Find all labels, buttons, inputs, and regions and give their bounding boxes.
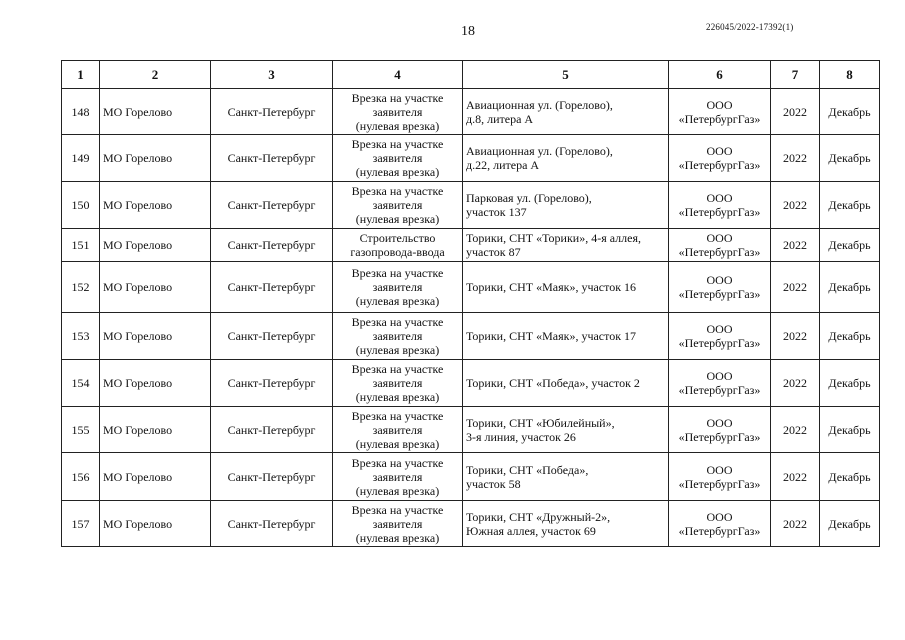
year: 2022: [771, 89, 820, 135]
city: Санкт-Петербург: [211, 182, 333, 229]
table-row: [62, 407, 880, 453]
work-type-line: (нулевая врезка): [355, 212, 440, 226]
city: Санкт-Петербург: [211, 135, 333, 182]
organization-line: «ПетербургГаз»: [678, 429, 761, 444]
month: Декабрь: [820, 407, 880, 453]
address-line: 3-я линия, участок 26: [466, 429, 576, 444]
address: [463, 407, 669, 453]
work-type-line: заявителя: [372, 280, 423, 294]
work-type-line: (нулевая врезка): [355, 165, 440, 179]
organization-line: ООО: [706, 369, 733, 383]
month: Декабрь: [820, 135, 880, 182]
municipality: МО Горелово: [100, 229, 211, 262]
table-row: [62, 360, 880, 407]
city: Санкт-Петербург: [211, 229, 333, 262]
row-number: 156: [62, 453, 100, 501]
row-number: 150: [62, 182, 100, 229]
work-type-line: заявителя: [372, 329, 423, 343]
organization-line: ООО: [706, 191, 733, 205]
column-header-2: 2: [100, 61, 211, 89]
year: 2022: [771, 407, 820, 453]
work-type-line: (нулевая врезка): [355, 118, 440, 133]
row-number: 155: [62, 407, 100, 453]
address: [463, 262, 669, 313]
work-type: [333, 135, 463, 182]
month: Декабрь: [820, 229, 880, 262]
organization-line: «ПетербургГаз»: [678, 287, 761, 301]
row-number: 151: [62, 229, 100, 262]
work-type: [333, 229, 463, 262]
work-type: [333, 313, 463, 360]
organization-line: «ПетербургГаз»: [678, 336, 761, 350]
work-type-line: Врезка на участке: [351, 90, 444, 105]
organization: [669, 407, 771, 453]
address-line: Южная аллея, участок 69: [466, 523, 596, 538]
work-type: [333, 89, 463, 135]
work-type-line: (нулевая врезка): [355, 483, 440, 498]
organization: [669, 262, 771, 313]
organization: [669, 89, 771, 135]
municipality: МО Горелово: [100, 501, 211, 547]
work-type-line: (нулевая врезка): [355, 390, 440, 404]
page-number: 18: [461, 24, 475, 39]
organization-line: ООО: [706, 231, 733, 245]
work-type-line: Врезка на участке: [351, 184, 444, 198]
organization-line: «ПетербургГаз»: [678, 205, 761, 219]
column-header-7: 7: [771, 61, 820, 89]
year: 2022: [771, 360, 820, 407]
address-line: Торики, СНТ «Маяк», участок 17: [466, 329, 637, 343]
city: Санкт-Петербург: [211, 89, 333, 135]
year: 2022: [771, 135, 820, 182]
organization: [669, 453, 771, 501]
municipality: МО Горелово: [100, 453, 211, 501]
address: [463, 229, 669, 262]
work-type-line: Врезка на участке: [351, 137, 444, 151]
municipality: МО Горелово: [100, 407, 211, 453]
work-type-line: (нулевая врезка): [355, 343, 440, 357]
work-type-line: Врезка на участке: [351, 266, 444, 280]
organization: [669, 360, 771, 407]
column-header-1: 1: [62, 61, 100, 89]
city: Санкт-Петербург: [211, 453, 333, 501]
work-type-line: (нулевая врезка): [355, 436, 440, 451]
city: Санкт-Петербург: [211, 313, 333, 360]
organization-line: ООО: [706, 322, 733, 336]
table-row: [62, 313, 880, 360]
address-line: участок 87: [466, 245, 521, 259]
address-line: Торики, СНТ «Победа», участок 2: [466, 376, 640, 390]
municipality: МО Горелово: [100, 313, 211, 360]
work-type-line: заявителя: [372, 104, 423, 119]
work-type-line: заявителя: [372, 376, 423, 390]
address-line: Торики, СНТ «Юбилейный»,: [466, 415, 615, 430]
municipality: МО Горелово: [100, 360, 211, 407]
year: 2022: [771, 453, 820, 501]
organization-line: ООО: [706, 97, 733, 112]
year: 2022: [771, 262, 820, 313]
address: [463, 453, 669, 501]
work-type-line: Строительство: [359, 231, 436, 245]
municipality: МО Горелово: [100, 262, 211, 313]
municipality: МО Горелово: [100, 135, 211, 182]
organization-line: ООО: [706, 273, 733, 287]
work-type: [333, 360, 463, 407]
table-row: [62, 89, 880, 135]
column-header-3: 3: [211, 61, 333, 89]
address-line: участок 137: [466, 205, 527, 219]
work-type-line: Врезка на участке: [351, 315, 444, 329]
organization-line: ООО: [706, 509, 733, 524]
address-line: Торики, СНТ «Победа»,: [466, 462, 589, 477]
month: Декабрь: [820, 313, 880, 360]
work-type-line: (нулевая врезка): [355, 294, 440, 308]
column-header-4: 4: [333, 61, 463, 89]
table-row: [62, 229, 880, 262]
address-line: Торики, СНТ «Дружный-2»,: [466, 509, 611, 524]
organization-line: «ПетербургГаз»: [678, 158, 761, 172]
work-type: [333, 501, 463, 547]
work-type-line: заявителя: [372, 422, 423, 437]
municipality: МО Горелово: [100, 89, 211, 135]
address-line: д.22, литера А: [466, 158, 540, 172]
row-number: 153: [62, 313, 100, 360]
address-line: Авиационная ул. (Горелово),: [466, 97, 613, 112]
work-type-line: газопровода-ввода: [350, 245, 445, 259]
address: [463, 182, 669, 229]
address: [463, 313, 669, 360]
address: [463, 360, 669, 407]
organization: [669, 501, 771, 547]
table-row: [62, 501, 880, 547]
address-line: участок 58: [466, 476, 521, 491]
organization: [669, 182, 771, 229]
month: Декабрь: [820, 182, 880, 229]
table-body: [62, 89, 880, 547]
organization: [669, 229, 771, 262]
column-header-5: 5: [463, 61, 669, 89]
address: [463, 501, 669, 547]
year: 2022: [771, 501, 820, 547]
organization-line: ООО: [706, 144, 733, 158]
year: 2022: [771, 182, 820, 229]
address-line: Парковая ул. (Горелово),: [466, 191, 592, 205]
address-line: Торики, СНТ «Торики», 4-я аллея,: [466, 231, 641, 245]
month: Декабрь: [820, 360, 880, 407]
row-number: 152: [62, 262, 100, 313]
table-row: [62, 182, 880, 229]
work-type: [333, 182, 463, 229]
work-type: [333, 407, 463, 453]
month: Декабрь: [820, 89, 880, 135]
row-number: 149: [62, 135, 100, 182]
header-row: [62, 61, 880, 89]
address-line: Авиационная ул. (Горелово),: [466, 144, 613, 158]
column-header-6: 6: [669, 61, 771, 89]
work-type-line: заявителя: [372, 198, 423, 212]
table-row: [62, 262, 880, 313]
column-header-8: 8: [820, 61, 880, 89]
gas-connection-table: [61, 60, 880, 547]
address-line: Торики, СНТ «Маяк», участок 16: [466, 280, 637, 294]
organization: [669, 313, 771, 360]
address-line: д.8, литера А: [466, 111, 534, 126]
work-type-line: заявителя: [372, 469, 423, 484]
organization-line: «ПетербургГаз»: [678, 383, 761, 397]
city: Санкт-Петербург: [211, 501, 333, 547]
work-type-line: Врезка на участке: [351, 362, 444, 376]
work-type-line: Врезка на участке: [351, 455, 444, 470]
address: [463, 89, 669, 135]
table-row: [62, 453, 880, 501]
work-type: [333, 453, 463, 501]
organization-line: ООО: [706, 462, 733, 477]
month: Декабрь: [820, 501, 880, 547]
row-number: 157: [62, 501, 100, 547]
work-type-line: (нулевая врезка): [355, 530, 440, 545]
work-type: [333, 262, 463, 313]
organization-line: «ПетербургГаз»: [678, 111, 761, 126]
organization-line: «ПетербургГаз»: [678, 245, 761, 259]
year: 2022: [771, 313, 820, 360]
organization: [669, 135, 771, 182]
municipality: МО Горелово: [100, 182, 211, 229]
work-type-line: Врезка на участке: [351, 408, 444, 423]
year: 2022: [771, 229, 820, 262]
organization-line: «ПетербургГаз»: [678, 476, 761, 491]
work-type-line: Врезка на участке: [351, 502, 444, 517]
month: Декабрь: [820, 453, 880, 501]
city: Санкт-Петербург: [211, 407, 333, 453]
table-row: [62, 135, 880, 182]
work-type-line: заявителя: [372, 151, 423, 165]
row-number: 148: [62, 89, 100, 135]
organization-line: ООО: [706, 415, 733, 430]
address: [463, 135, 669, 182]
document-id: 226045/2022-17392(1): [706, 22, 794, 32]
city: Санкт-Петербург: [211, 360, 333, 407]
month: Декабрь: [820, 262, 880, 313]
row-number: 154: [62, 360, 100, 407]
city: Санкт-Петербург: [211, 262, 333, 313]
organization-line: «ПетербургГаз»: [678, 523, 761, 538]
work-type-line: заявителя: [372, 516, 423, 531]
